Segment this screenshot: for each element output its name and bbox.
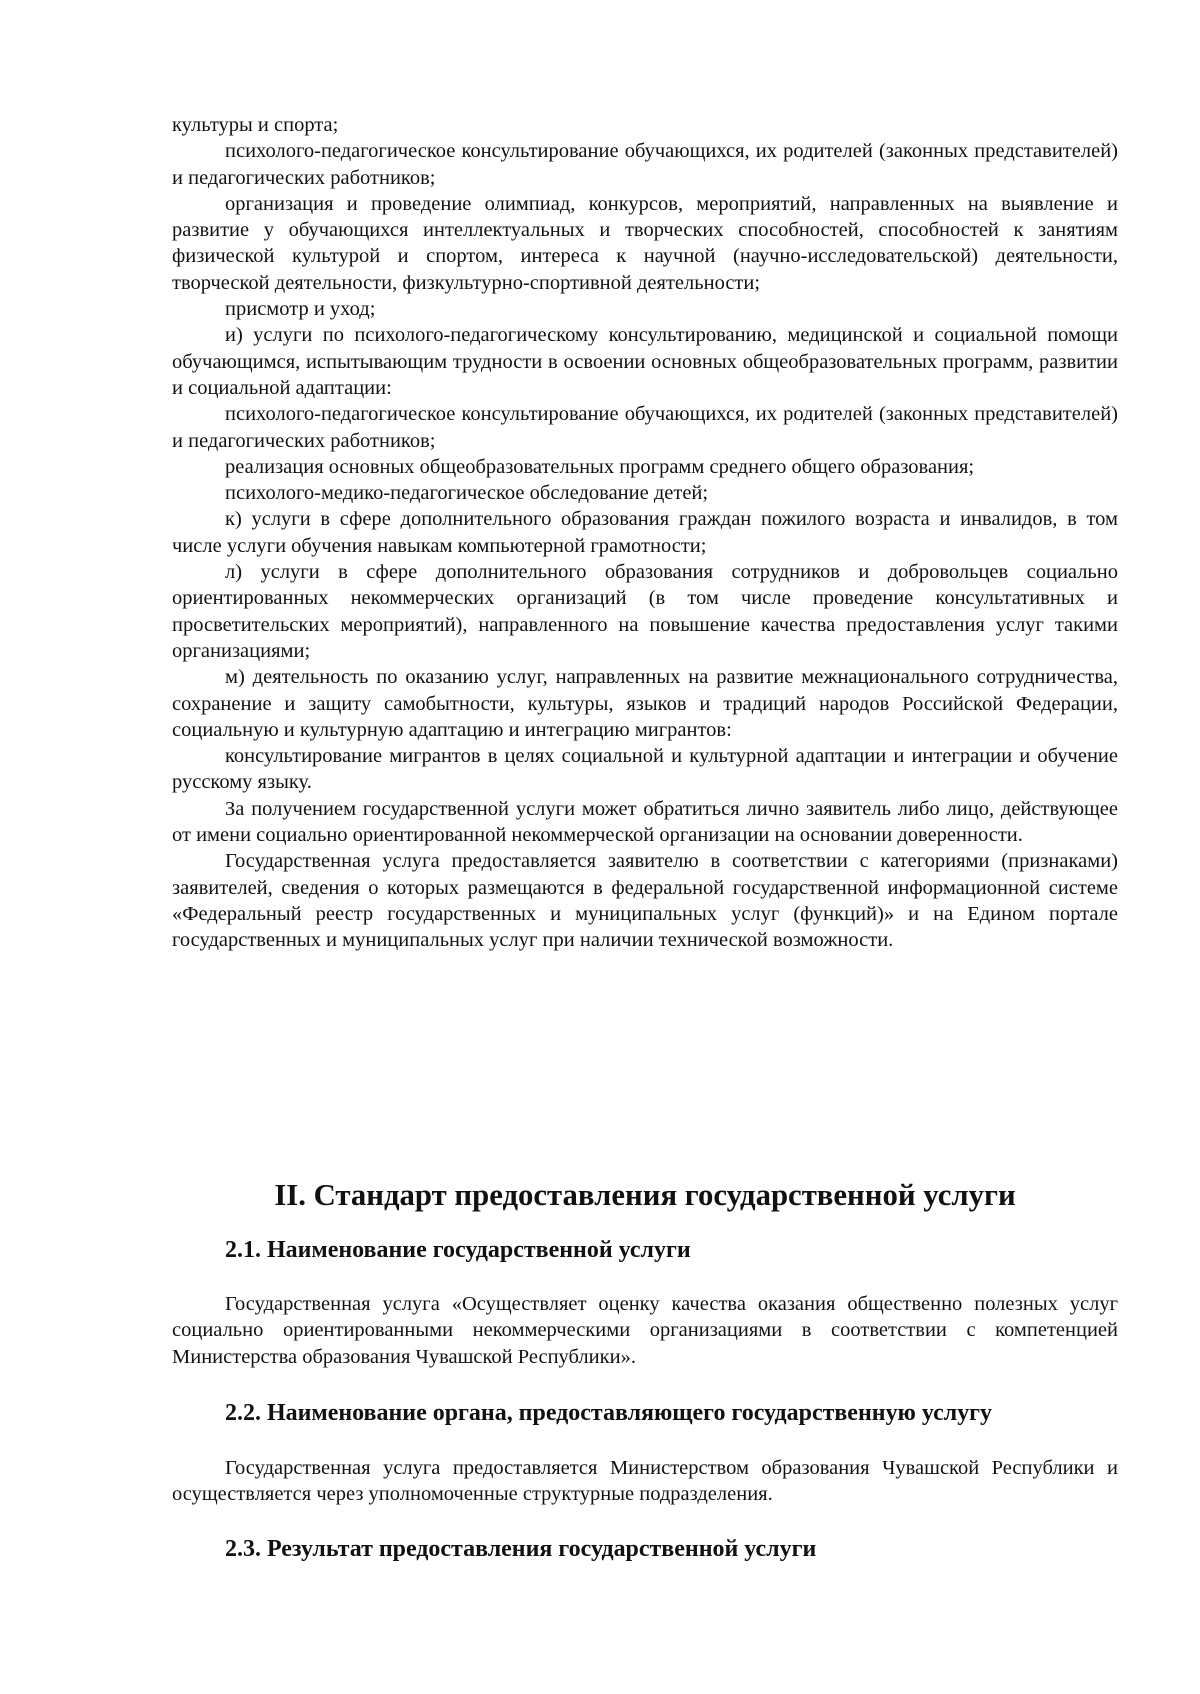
subsection-heading-2-3: 2.3. Результат предоставления государственной услуги [225,1536,817,1562]
subsection-heading-2-1: 2.1. Наименование государственной услуги [225,1237,691,1263]
paragraph: присмотр и уход; [225,298,376,321]
paragraph: психолого-педагогическое консультирование обучающихся, их родителей (законных представителей) и педагогических работников; [172,140,1118,189]
paragraph: психолого-медико-педагогическое обследование детей; [225,482,709,505]
paragraph: культуры и спорта; [172,114,339,136]
subsection-2-2-body [172,1455,1118,1508]
paragraph: Государственная услуга предоставляется заявителю в соответствии с категориями (признаками) заявителей, сведения о которых размещаются в федеральной государственной информационной системе «Федеральный реестр государственных и муниципальных услуг (функций)» и на Едином портале государственных и муниципальных услуг при наличии технической возможности. [172,850,1118,952]
subsection-2-1-body [172,1291,1118,1370]
paragraph: психолого-педагогическое консультирование обучающихся, их родителей (законных представителей) и педагогических работников; [172,403,1118,452]
paragraph: м) деятельность по оказанию услуг, направленных на развитие межнационального сотрудничества, сохранение и защиту самобытности, культуры, языков и традиций народов Российской Федерации, социальную и культурную адаптацию и интеграцию мигрантов: [172,666,1118,741]
subsection-heading-2-2: 2.2. Наименование органа, предоставляющего государственную услугу [225,1400,993,1426]
paragraph: к) услуги в сфере дополнительного образования граждан пожилого возраста и инвалидов, в том числе услуги обучения навыкам компьютерной грамотности; [172,508,1118,557]
section-heading: II. Стандарт предоставления государственной услуги [274,1178,1016,1212]
paragraph: Государственная услуга предоставляется Министерством образования Чувашской Республики и осуществляется через уполномоченные структурные подразделения. [172,1457,1118,1506]
paragraph: л) услуги в сфере дополнительного образования сотрудников и добровольцев социально ориентированных некоммерческих организаций (в том числе проведение консультативных и просветительских мероприятий), направленного на повышение качества предоставления услуг такими организациями; [172,561,1118,662]
paragraph: Государственная услуга «Осуществляет оценку качества оказания общественно полезных услуг социально ориентированными некоммерческими организациями в соответствии с компетенцией Министерства образования Чувашской Республики». [172,1293,1118,1368]
paragraph: консультирование мигрантов в целях социальной и культурной адаптации и интеграции и обучение русскому языку. [172,745,1118,794]
body-text-top [172,112,1118,954]
paragraph: реализация основных общеобразовательных программ среднего общего образования; [225,455,975,478]
paragraph: и) услуги по психолого-педагогическому консультированию, медицинской и социальной помощи обучающимся, испытывающим трудности в освоении основных общеобразовательных программ, развитии и социальной адаптации: [172,324,1118,399]
paragraph: организация и проведение олимпиад, конкурсов, мероприятий, направленных на выявление и развитие у обучающихся интеллектуальных и творческих способностей, способностей к занятиям физической культурой и спортом, интереса к научной (научно-исследовательской) деятельности, творческой деятельности, физкультурно-спортивной деятельности; [172,192,1118,294]
paragraph: За получением государственной услуги может обратиться лично заявитель либо лицо, действующее от имени социально ориентированной некоммерческой организации на основании доверенности. [172,797,1118,847]
